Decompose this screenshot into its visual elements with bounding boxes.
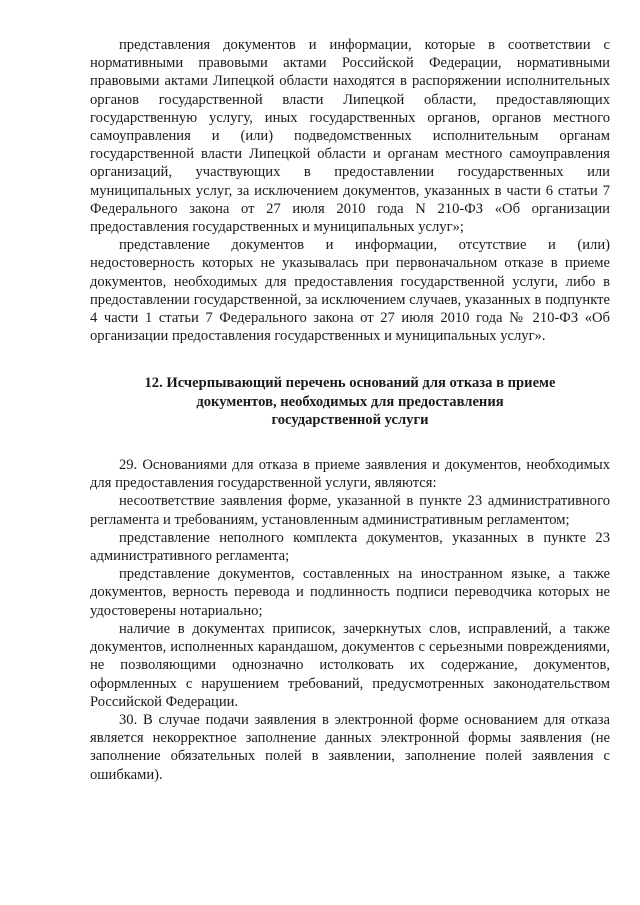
- body-paragraph: представление документов и информации, отсутствие и (или) недостоверность которых не указывалась при первоначальном отказе в приеме документов, необходимых для предоставления государственной услуги, либо в предоставлении государственной, за исключением случаев, указанных в подпункте 4 части 1 статьи 7 Федерального закона от 27 июля 2010 года № 210-ФЗ «Об организации предоставления государственных и муниципальных услуг».: [90, 237, 610, 345]
- body-paragraph: представления документов и информации, которые в соответствии с нормативными правовыми актами Российской Федерации, нормативными правовыми актами Липецкой области находятся в распоряжении исполнительных органов государственной власти Липецкой области, предоставляющих государственную услугу, иных государственных органов, органов местного самоуправления и (или) подведомственных исполнительным органам государственной власти Липецкой области и органам местного самоуправления организаций, участвующих в предоставлении государственных или муниципальных услуг, за исключением документов, указанных в части 6 статьи 7 Федерального закона от 27 июля 2010 года N 210-ФЗ «Об организации предоставления государственных и муниципальных услуг»;: [90, 37, 610, 236]
- document-page: [90, 36, 610, 784]
- body-paragraph: 30. В случае подачи заявления в электронной форме основанием для отказа является некорректное заполнение данных электронной формы заявления (не заполнение обязательных полей в заявлении, заполнение полей заявления с ошибками).: [90, 711, 610, 783]
- body-paragraph: несоответствие заявления форме, указанной в пункте 23 административного регламента и требованиям, установленным административным регламентом;: [90, 493, 610, 528]
- body-paragraph: наличие в документах приписок, зачеркнутых слов, исправлений, а также документов, исполненных карандашом, документов с серьезными повреждениями, не позволяющими однозначно истолковать их содержание, документов, оформленных с нарушением требований, предусмотренных законодательством Российской Федерации.: [90, 620, 610, 710]
- body-paragraph: 29. Основаниями для отказа в приеме заявления и документов, необходимых для предоставления государственной услуги, являются:: [90, 457, 610, 492]
- body-paragraph: представление документов, составленных на иностранном языке, а также документов, верность перевода и подлинность подписи переводчика которых не удостоверены нотариально;: [90, 566, 610, 619]
- section-heading: 12. Исчерпывающий перечень оснований для отказа в приеме документов, необходимых для предоставления государственной услуги: [144, 375, 556, 428]
- body-paragraph: представление неполного комплекта документов, указанных в пункте 23 административного регламента;: [90, 529, 610, 565]
